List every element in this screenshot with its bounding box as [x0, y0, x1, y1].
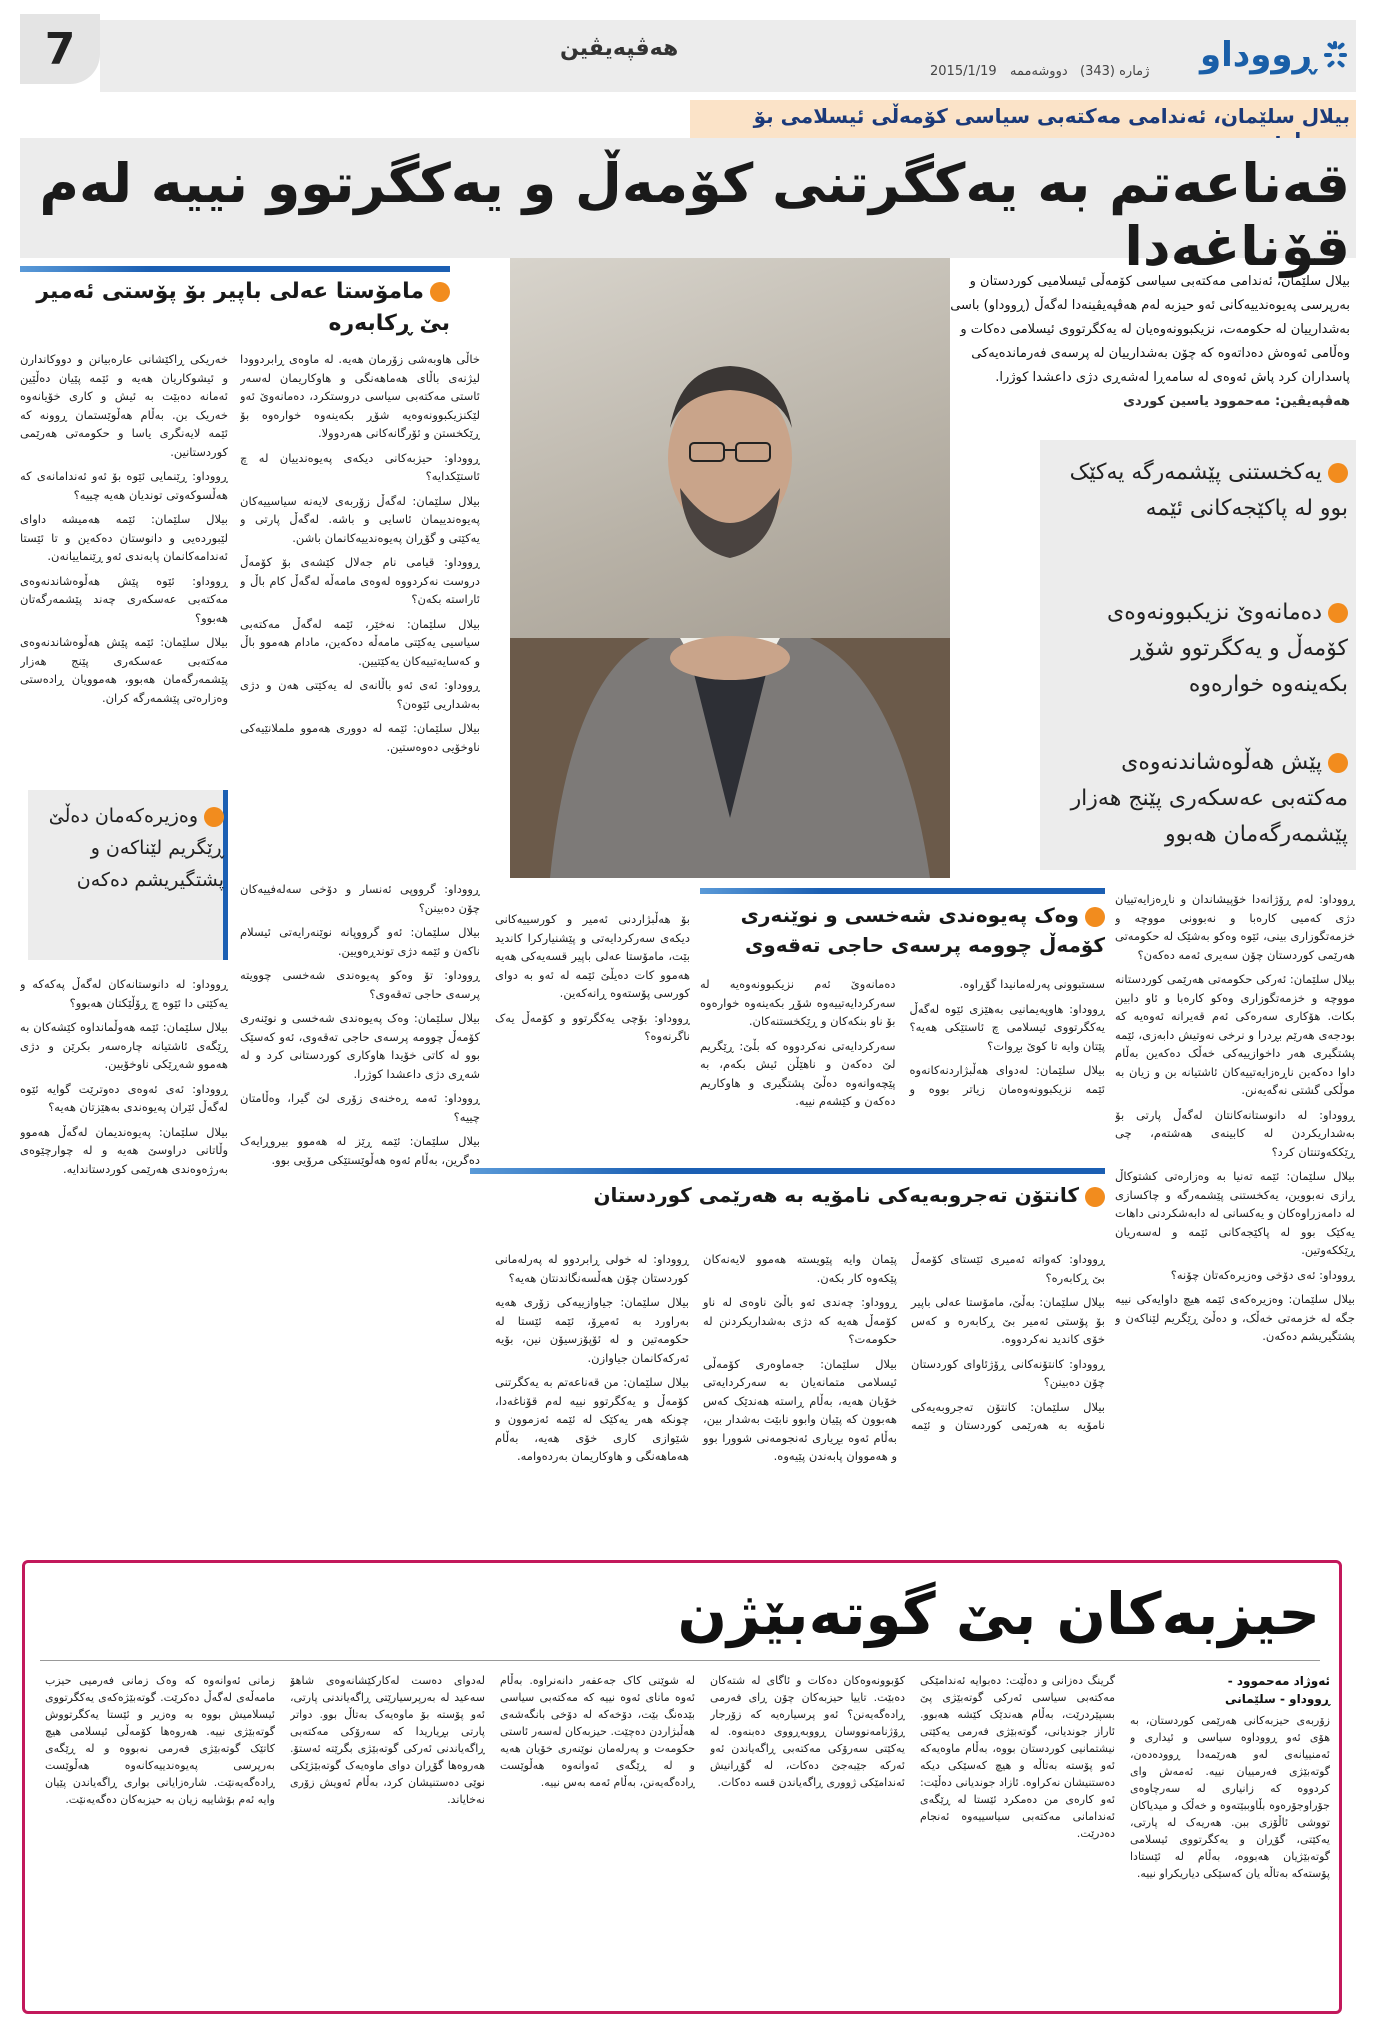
column-paragraph: ڕووداو: ئەی دۆخی وەزیرەکەتان چۆنە؟ [1170, 1267, 1355, 1282]
column-paragraph: بیلال سلێمان: جیاوازییەکی زۆری هەیە بەراورد بە ئەمڕۆ، ئێمە ئێستا لە حکومەتین و لە ئۆپۆزسیۆن نین، بۆیە ئەرکەکانمان جیاوازن. [495, 1295, 689, 1365]
column-paragraph: بیلال سلێمان: ئێمە تەنیا بە وەزارەتی کشتوکاڵ ڕازی نەبووین، یەکخستنی پێشمەرگە و چاکسازی لە دامەزراوەکان و یەکسانی لە دابەشکردنی داهات یەکێک بوو لە پاکێجەکانی ئێمە و لەسەریان ڕێککەوتین. [1115, 1169, 1355, 1257]
feature-column: زمانی ئەوانەوە کە وەک زمانی فەرمیی حیزب مامەڵەی لەگەڵ دەکرێت. گوتەبێژەکەی یەکگرتووی ئیسلامیش بووە بە وەزیر و ئێستا یەکگرتووش گوتەبێژی نییە. هەروەها کۆمەڵی ئیسلامی هیچ کاتێک گوتەبێژی فەرمی نەبووە و لە ڕێگەی بەرپرسی پەیوەندییەکانەوە هەڵوێست ڕادەگەیەنێت. شارەزایانی بواری ڕاگەیاندن پێیان وایە ئەم بۆشاییە زیان بە حیزبەکان دەگەیەنێت. [45, 1674, 275, 1806]
column-paragraph: بیلال سلێمان: کانتۆن تەجروبەیەکی نامۆیە بە هەرێمی کوردستان و ئێمە پێمان وایە پێویستە هەموو لایەنەکان پێکەوە کار بکەن. [703, 1252, 1105, 1432]
subhead: کانتۆن تەجروبەیەکی نامۆیە بە هەرێمی کوردستان [470, 1180, 1105, 1210]
column-paragraph: بیلال سلێمان: ئێمە لە دووری هەموو ململانێیەکی ناوخۆیی دەوەستین. [240, 721, 480, 754]
pull-quote: دەمانەوێ نزیکبوونەوەی کۆمەڵ و یەکگرتوو شۆڕ بکەینەوە خوارەوە [1106, 600, 1348, 697]
column-paragraph: بیلال سلێمان: ئەرکی حکومەتی هەرێمی کوردستانە مووچە و خزمەتگوزاری وەکو کارەبا و ئاو دابین بکات. هۆکاری سەرەکی ئەم قەیرانە ئەوەیە کە بودجەی هەرێم بڕدرا و نرخی نەوتیش دابەزی، ئێمە پشتگیری هەر داخوازییەکی خەڵک دەکەین بەڵام داوا دەکەین ناڕەزایەتییەکان ئاشتیانە بن و زیان بە موڵکی گشتی نەگەیەنن. [1115, 972, 1355, 1097]
column-paragraph: بۆ هەڵبژاردنی ئەمیر و کورسییەکانی دیکەی سەرکردایەتی و پێشنیارکرا کاندید بێت، مامۆستا عەلی باپیر قسەیەکی هەیە هەموو کات دەیڵێ ئێمە لە ئەو بە دوای کورسی پۆستەوە ڕانەکەین. [495, 912, 690, 1000]
column-paragraph: ڕووداو: لە دانوستانەکان لەگەڵ پەکەکە و یەکێتی دا ئێوە چ ڕۆڵێکتان هەبوو؟ [20, 977, 228, 1010]
feature-column: زۆربەی حیزبەکانی هەرێمی کوردستان، بە هۆی ئەو ڕووداوە سیاسی و ئیداری و ئەمنییانەی لەو هەرێمەدا ڕوودەدەن، گوتەبێژی فەرمییان نییە. ئەمەش وای کردووە کە زانیاری لە سەرچاوەی جۆراوجۆرەوە بڵاوببێتەوە و خەڵک و میدیاکان تووشی ئاڵۆزی ببن. هەریەک لە پارتی، یەکێتی، گۆڕان و یەکگرتووی ئیسلامی گوتەبێژیان هەبووە، بەڵام لە ئێستادا پۆستەکە بەتاڵە یان کەسێکی دیاریکراو نییە. [1130, 1714, 1330, 1880]
column-paragraph: بیلال سلێمان: لەدوای هەڵبژاردنەکانەوە ئێمە نزیکبوونەوەمان زیاتر بووە و دەمانەوێ ئەم نزیکبوونەوەیە لە سەرکردایەتییەوە شۆڕ بکەینەوە خوارەوە بۆ ناو بنکەکان و ڕێکخستنەکان. [700, 977, 1105, 1096]
headline: قەناعەتم بە یەکگرتنی کۆمەڵ و یەکگرتوو نییە لەم قۆناغەدا [39, 152, 1350, 278]
column-paragraph: بیلال سلێمان: نەخێر، ئێمە لەگەڵ مەکتەبی سیاسیی یەکێتی مامەڵە دەکەین، مادام هەموو باڵ و کەسایەتییەکان یەکێتیین. [240, 616, 480, 668]
section-name: هەڤپەیڤین [560, 36, 679, 61]
column-paragraph: بیلال سلێمان: بەڵێ، مامۆستا عەلی باپیر بۆ پۆستی ئەمیر بێ ڕکابەرە و کەس خۆی کاندید نەکردووە. [911, 1295, 1105, 1346]
column-paragraph: بیلال سلێمان: وەزیرەکەی ئێمە هیچ داوایەکی نییە جگە لە خزمەتی خەڵک، و دەڵێ ڕێگریم لێناکەن و پشتگیریشم دەکەن. [1115, 1292, 1355, 1343]
kicker: بیلال سلێمان، ئەندامی مەکتەبی سیاسی کۆمەڵی ئیسلامی بۆ [753, 104, 1350, 128]
column-paragraph: بیلال سلێمان: ئێمە ڕێز لە هەموو بیروڕایەک دەگرین، بەڵام ئەوە هەڵوێستێکی مرۆیی بوو. [240, 1134, 480, 1167]
feature-byline: ئەوژاد مەحموود - ڕووداو - سلێمانی [1225, 1674, 1330, 1706]
issue-number: ژمارە (343) [1080, 64, 1150, 79]
feature-column: لە شوێنی کاک جەعفەر دانەنراوە. بەڵام ئەوە ماناى ئەوە نییە کە مەکتەبی سیاسی بێدەنگ بێت، دۆخەکە لە دۆخی بانگەشەی هەڵبژاردن دەچێت. حیزبەکان لەسەر ئاستی حکومەت و پەرلەمان نوێنەری خۆیان هەیە و لە ڕێگەی ئەوانەوە هەڵوێست ڕادەگەیەنن، بەڵام ئەمە بەس نییە. [500, 1674, 695, 1789]
column-paragraph: ڕووداو: تۆ وەکو پەیوەندی شەخسی چوویتە پرسەی حاجی تەقەوی؟ [240, 968, 480, 1001]
feature-title: حیزبەکان بێ گوتەبێژن [677, 1580, 1320, 1648]
column-paragraph: ڕووداو: ئێوە پێش هەڵوەشاندنەوەی مەکتەبی عەسکەری چەند پێشمەرگەتان هەبوو؟ [20, 573, 228, 625]
column-paragraph: ڕووداو: هاوپەیمانیی بەهێزی ئێوە لەگەڵ یەکگرتووی ئیسلامی چ ئاستێکی هەیە؟ پێتان وایە تا کوێ بڕوات؟ [909, 1001, 1105, 1053]
article-column [495, 1250, 1105, 1545]
article-column [20, 975, 228, 1545]
column-paragraph: خاڵی هاوبەشی زۆرمان هەیە. لە ماوەی ڕابردوودا لیژنەی باڵای هەماهەنگی و هاوکاریمان لەسەر ئاستی مەکتەبی سیاسی دروستکرد، دەمانەوێ ئەو لێکنزیکبوونەوەیە شۆڕ بکەینەوە خوارەوە بۆ ڕێکخستن و ئۆرگانەکانی هەردوولا. [240, 352, 480, 440]
column-paragraph: بیلال سلێمان: ئێمە هەمیشە داوای لێبوردەیی و دانوستان دەکەین و تا ئێستا ئەندامەکانمان پابەندی ئەو ڕێنماییانەن. [20, 512, 228, 563]
logo [1200, 24, 1350, 86]
pull-quote: یەکخستنی پێشمەرگە یەکێک بوو لە پاکێجەکانی ئێمە [1069, 460, 1348, 521]
column-paragraph: بیلال سلێمان: پەیوەندیمان لەگەڵ هەموو وڵاتانی دراوسێ هەیە و لە چوارچێوەی بەرژەوەندی هەرێمی کوردستاندایە. [20, 1124, 228, 1176]
feature-column: کۆبوونەوەکان دەکات و ئاگای لە شتەکان دەبێت. تاییا حیزبەکان چۆن ڕای فەرمی ڕادەگەیەنن؟ ئەو پرسیارەیە کە زۆرجار ڕۆژنامەنووسان ڕووبەڕووی دەبنەوە. لە یەکێتی سەرۆکی مەکتەبی ڕاگەیاندن ئەو ئەرکە جێبەجێ دەکات، لە گۆڕانیش ئەندامێکی ژووری ڕاگەیاندن قسە دەکات. [710, 1674, 905, 1789]
bullet-dot-icon [1328, 603, 1348, 623]
article-column [700, 975, 1105, 1155]
article-column [20, 350, 228, 780]
logo-text: ڕووداو [1200, 35, 1316, 75]
column-paragraph: ڕووداو: کەواتە ئەمیری ئێستای کۆمەڵ بێ ڕکابەرە؟ [911, 1252, 1105, 1285]
bullet-dot-icon [430, 282, 450, 302]
article-column [240, 350, 480, 870]
column-paragraph: بیلال سلێمان: ئێمە هەوڵمانداوە کێشەکان بە ڕێگەی ئاشتیانە چارەسەر بکرێن و دژی هەموو شەڕێکی ناوخۆیین. [20, 1020, 228, 1071]
bullet-dot-icon [204, 807, 224, 827]
feature-rule [40, 1660, 1320, 1661]
header-bar [100, 20, 1356, 92]
issue-date: 2015/1/19 [930, 64, 997, 79]
logo-burst-icon [1320, 40, 1350, 70]
column-paragraph: ڕووداو: حیزبەکانی دیکەی پەیوەندییان لە چ ئاستێکدایە؟ [240, 450, 480, 483]
bullet-dot-icon [1085, 907, 1105, 927]
article-intro: بیلال سلێمان، ئەندامی مەکتەبی سیاسی کۆمەڵی ئیسلامیی کوردستان و بەرپرسی پەیوەندییەکانی ئەو حیزبە لەم هەڤپەیڤینەدا لەگەڵ (ڕووداو) باسی بەشداریيان لە حکومەت، نزیکبوونەوەيان لە یەکگرتووی ئیسلامی دەکات و وەڵامی ئەوەش دەداتەوە کە چۆن بەشداریيان لە پرسەی فەرماندەیەکی پاسداران کرد پاش ئەوەی لە سامەڕا لەشەڕی دژی داعشدا کوژرا. [950, 274, 1350, 385]
article-column [240, 880, 480, 1545]
feature-column: گرینگ دەزانی و دەڵێت: دەبوایە ئەندامێکی مەکتەبی سیاسی ئەرکی گوتەبێژی پێ بسپێردرێت، بەڵام هەندێک کێشە هەبوو. ئاراز جوندیانی، گوتەبێژی فەرمی یەکێتی نیشتمانیی کوردستان بووە، بەڵام ماوەیەکە ئەو پۆستە بەتاڵە و هیچ کەسێکی دیکە دەستنیشان نەکراوە. ئازاد جوندیانی دەڵێت: ئەو کارەی من دەمکرد ئێستا لە ڕێگەی ئەندامانی مەکتەبی سیاسییەوە ئەنجام دەدرێت. [920, 1674, 1115, 1840]
column-paragraph: ڕووداو: بۆچی یەکگرتوو و کۆمەڵ یەک ناگرنەوە؟ [495, 1010, 690, 1043]
column-paragraph: ڕووداو: ئەی ئەوەی دەوترێت گوایە ئێوە لەگەڵ ئێران پەیوەندی بەهێزتان هەیە؟ [20, 1081, 228, 1114]
column-paragraph: ڕووداو: ئەی ئەو باڵانەی لە یەکێتی هەن و دژی بەشداریی ئێوەن؟ [240, 678, 480, 711]
column-paragraph: بیلال سلێمان: وەک پەیوەندی شەخسی و نوێنەری کۆمەڵ چوومە پرسەی حاجی تەقەوی، ئەو کەسێک بوو لە کاتی خۆیدا هاوکاری کوردستانی کرد و لە شەڕی دژی داعشدا کوژرا. [240, 1011, 480, 1081]
column-paragraph: ڕووداو: قیامی نام جەلال کێشەی بۆ کۆمەڵ دروست نەکردووە لەوەی مامەڵە لەگەڵ کام باڵ و ئاراستە بکەن؟ [240, 555, 480, 606]
side-quote: وەزیرەکەمان دەڵێ ڕێگریم لێناکەن و پشتگیریشم دەکەن [48, 805, 224, 891]
column-paragraph: سەرکردایەتی نەکردووە کە بڵێ: ڕێگریم لێ دەکەن و ناهێڵن ئیش بکەم، بە پێچەوانەوە دەڵێ پشتگیری و هاوکاریم دەکەن و کێشەم نییە. [700, 1038, 896, 1108]
column-paragraph: ڕووداو: ڕێنمایی ئێوە بۆ ئەو ئەندامانەی کە هەڵسوکەوتی توندیان هەیە چییە؟ [20, 469, 228, 502]
article-column [495, 910, 690, 1160]
pull-quote: پێش هەڵوەشاندنەوەی مەکتەبی عەسکەری پێنج هەزار پێشمەرگەمان هەبوو [1070, 750, 1348, 847]
page-number: 7 [20, 14, 100, 84]
column-paragraph: ڕووداو: کانتۆنەکانی ڕۆژئاوای کوردستان چۆن دەبینن؟ [911, 1356, 1105, 1389]
column-paragraph: ڕووداو: چەندی ئەو باڵێ ناوەی لە ناو کۆمەڵ هەیە کە دژی بەشداریکردنن لە حکومەت؟ [703, 1295, 897, 1346]
column-paragraph: ڕووداو: گرووپی ئەنسار و دۆخی سەلەفییەکان چۆن دەبینن؟ [240, 882, 480, 915]
column-paragraph: ڕووداو: لە خولی ڕابردوو لە پەرلەمانی کوردستان چۆن هەڵسەنگاندنتان هەیە؟ [495, 1252, 689, 1285]
article-column [1115, 890, 1355, 1545]
column-paragraph: بیلال سلێمان: جەماوەری کۆمەڵی ئیسلامی متمانەیان بە سەرکردایەتی خۆیان هەیە، بەڵام ڕاستە هەندێک کەس هەبوون کە پێیان وابوو نابێت بەشدار بین، بەڵام ئەوە بڕیاری ئەنجومەنی شوورا بوو و هەمووان پابەندن پێیەوە. [703, 1356, 897, 1463]
column-paragraph: بیلال سلێمان: لەگەڵ زۆربەی لایەنە سیاسییەکان پەیوەندییمان ئاسایی و باشە. لەگەڵ پارتی و یەکێتی و گۆڕان پەیوەندییەکانمان باشن. [240, 493, 480, 545]
article-byline: هەڤپەیڤین: مەحموود یاسین کوردی [1123, 394, 1350, 409]
column-paragraph: ڕووداو: لە دانوستانەکانتان لەگەڵ پارتی بۆ بەشداریکردن لە کابینەی هەشتەم، چی ڕێککەوتنتان کرد؟ [1115, 1107, 1355, 1159]
subhead-rule [20, 266, 450, 272]
subhead: مامۆستا عەلی باپیر بۆ پۆستی ئەمیر بێ ڕکابەرە [36, 279, 450, 336]
column-paragraph: بیلال سلێمان: ئەو گرووپانە نوێنەرایەتی ئیسلام ناکەن و ئێمە دژی توندڕەویین. [240, 925, 480, 958]
column-paragraph: ڕووداو: لەم ڕۆژانەدا خۆپیشاندان و ناڕەزایەتییان دژی کەمیی کارەبا و نەبوونی مووچە و خزمەتگوزاری بینی، ئێوە وەکو بەشێک لە حکومەتی هەرێمی کوردستان چۆن سەیری ئەمە دەکەن؟ [1115, 892, 1355, 962]
portrait-illustration [510, 258, 950, 878]
bullet-dot-icon [1085, 1187, 1105, 1207]
column-paragraph: خەریکی ڕاکێشانی عارەبیانن و دووکاندارن و ئیشوکاریان هەیە و ئێمە پێیان دەڵێین ئەمانە دەبێت بە ئیش و کاری خۆیانەوە خەریک بن. بەڵام هەڵوێستمان ڕوونە کە ئێمە لایەنگری یاسا و حکومەتی هەرێمی کوردستانین. [20, 352, 228, 459]
column-paragraph: ڕووداو: ئەمە ڕەخنەی زۆری لێ گیرا، وەڵامتان چییە؟ [240, 1091, 480, 1124]
interviewee-photo [510, 258, 950, 878]
column-paragraph: سستبوونی پەرلەمانیدا گۆڕاوە. [959, 977, 1105, 991]
subhead-rule [470, 1168, 1105, 1174]
column-paragraph: بیلال سلێمان: من قەناعەتم بە یەکگرتنی کۆمەڵ و یەکگرتوو نییە لەم قۆناغەدا، چونکە هەر یەکێک لە ئێمە ئەزموون و شێوازی کاری خۆی هەیە، بەڵام هەماهەنگی و هاوکاریمان بەردەوامە. [495, 1375, 689, 1463]
bullet-dot-icon [1328, 463, 1348, 483]
bullet-dot-icon [1328, 753, 1348, 773]
issue-weekday: دووشەممە [1010, 64, 1068, 79]
subhead-rule [700, 888, 1105, 894]
feature-column: لەدوای دەست لەکارکێشانەوەی شاهۆ سەعید لە بەرپرسیارێتی ڕاگەیاندنی پارتی، ئەو پۆستە بۆ ماوەیەک بەتاڵ بوو. دواتر پارتی بڕیاریدا کە سەرۆکی مەکتەبی ڕاگەیاندنی ئەرکی گوتەبێژی بگرێتە ئەستۆ. هەروەها گۆڕان دوای ماوەیەک گوتەبێژێکی نوێی دەستنیشان کرد، بەڵام ئەویش زۆری نەخایاند. [290, 1674, 485, 1806]
subhead: وەک پەیوەندی شەخسی و نوێنەری کۆمەڵ چوومە پرسەی حاجی تەقەوی [740, 903, 1105, 957]
column-paragraph: بیلال سلێمان: ئێمە پێش هەڵوەشاندنەوەی مەکتەبی عەسکەری پێنج هەزار پێشمەرگەمان هەبوو، هەموویان ڕادەستی وەزارەتی پێشمەرگە کران. [20, 635, 228, 705]
